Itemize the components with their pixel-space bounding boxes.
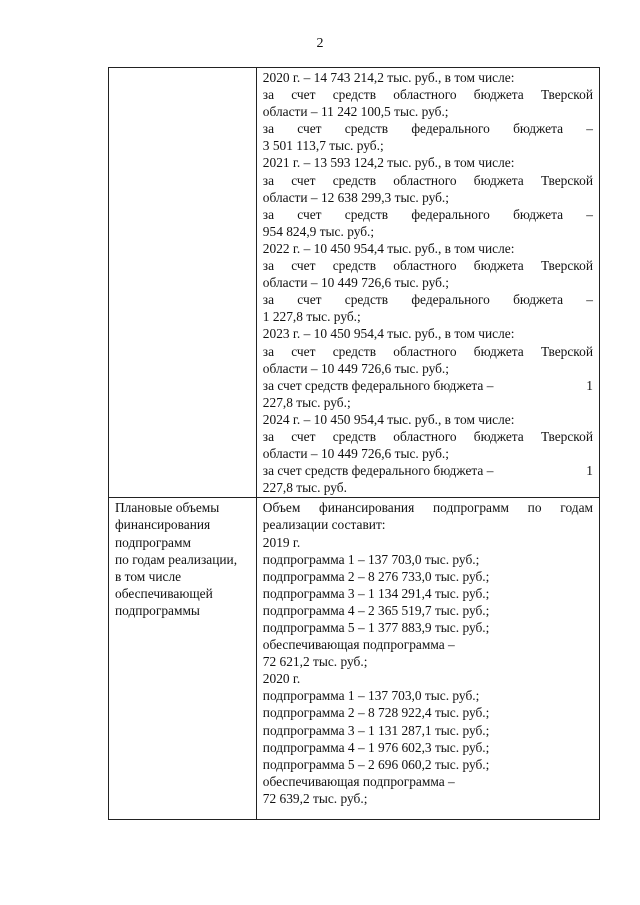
text-line: 2020 г. bbox=[262, 671, 301, 687]
label-line: Плановые объемы bbox=[115, 500, 220, 516]
text-line-right: 1 bbox=[586, 377, 593, 393]
text-line: за счет средств областного бюджета Тверской bbox=[262, 343, 593, 359]
text-line: подпрограмма 2 – 8 276 733,0 тыс. руб.; bbox=[262, 568, 490, 584]
text-line: 2019 г. bbox=[262, 534, 301, 550]
text-line-left: за счет средств федерального бюджета – bbox=[262, 377, 494, 393]
text-line: подпрограмма 5 – 2 696 060,2 тыс. руб.; bbox=[262, 756, 490, 772]
text-line: за счет средств областного бюджета Тверской bbox=[262, 258, 593, 274]
table-row bbox=[109, 68, 600, 498]
text-line: области – 10 449 726,6 тыс. руб.; bbox=[262, 360, 450, 376]
text-line: за счет средств областного бюджета Тверской bbox=[262, 87, 593, 103]
text-line: 2020 г. – 14 743 214,2 тыс. руб., в том числе: bbox=[262, 70, 515, 85]
text-line: 954 824,9 тыс. руб.; bbox=[262, 223, 375, 239]
text-line: 2022 г. – 10 450 954,4 тыс. руб., в том числе: bbox=[262, 240, 515, 256]
label-line: в том числе bbox=[115, 568, 182, 584]
text-line: подпрограмма 3 – 1 131 287,1 тыс. руб.; bbox=[262, 722, 490, 738]
text-line: области – 12 638 299,3 тыс. руб.; bbox=[262, 189, 450, 205]
label-line: подпрограммы bbox=[115, 602, 200, 618]
text-line bbox=[263, 377, 593, 394]
text-line bbox=[263, 462, 593, 479]
text-line: подпрограмма 3 – 1 134 291,4 тыс. руб.; bbox=[262, 585, 490, 601]
text-line-left: за счет средств федерального бюджета – bbox=[262, 463, 494, 479]
text-line: 1 227,8 тыс. руб.; bbox=[262, 309, 361, 325]
page-number: 2 bbox=[316, 36, 324, 51]
text-line-right: 1 bbox=[586, 463, 593, 479]
text-line: 2021 г. – 13 593 124,2 тыс. руб., в том числе: bbox=[262, 155, 515, 171]
label-line: подпрограмм bbox=[115, 534, 191, 550]
label-line: по годам реализации, bbox=[115, 551, 238, 567]
subprogram-funding-cell bbox=[256, 498, 599, 820]
text-line: 227,8 тыс. руб.; bbox=[262, 394, 351, 410]
text-line: области – 11 242 100,5 тыс. руб.; bbox=[262, 104, 449, 120]
text-line: за счет средств областного бюджета Тверской bbox=[262, 172, 593, 188]
text-line: подпрограмма 5 – 1 377 883,9 тыс. руб.; bbox=[262, 620, 490, 635]
text-line: 2023 г. – 10 450 954,4 тыс. руб., в том числе: bbox=[262, 326, 515, 342]
text-line: подпрограмма 2 – 8 728 922,4 тыс. руб.; bbox=[262, 705, 490, 721]
text-line: подпрограмма 1 – 137 703,0 тыс. руб.; bbox=[262, 551, 480, 567]
text-line: области – 10 449 726,6 тыс. руб.; bbox=[262, 446, 450, 462]
text-line: области – 10 449 726,6 тыс. руб.; bbox=[262, 275, 450, 291]
text-line: 72 639,2 тыс. руб.; bbox=[262, 790, 368, 806]
text-line: 3 501 113,7 тыс. руб.; bbox=[262, 138, 384, 154]
text-line: за счет средств федерального бюджета – bbox=[262, 206, 593, 222]
row-label-empty bbox=[109, 68, 257, 498]
text-line: 2024 г. – 10 450 954,4 тыс. руб., в том числе: bbox=[262, 411, 515, 427]
text-line: Объем финансирования подпрограмм по годам bbox=[262, 500, 593, 516]
text-line: за счет средств федерального бюджета – bbox=[262, 121, 593, 137]
text-line: обеспечивающая подпрограмма – bbox=[262, 637, 455, 653]
text-line: реализации составит: bbox=[262, 517, 386, 533]
table-row bbox=[109, 498, 600, 820]
text-line: обеспечивающая подпрограмма – bbox=[262, 773, 455, 789]
text-line: подпрограмма 4 – 2 365 519,7 тыс. руб.; bbox=[262, 602, 490, 618]
label-line: обеспечивающей bbox=[115, 585, 213, 601]
label-line: финансирования bbox=[115, 517, 211, 533]
text-line: 227,8 тыс. руб. bbox=[262, 480, 347, 496]
text-line: подпрограмма 4 – 1 976 602,3 тыс. руб.; bbox=[262, 739, 490, 755]
text-line: 72 621,2 тыс. руб.; bbox=[262, 654, 368, 670]
row-label-subprogram-funding bbox=[109, 498, 257, 820]
text-line: за счет средств областного бюджета Тверской bbox=[262, 428, 593, 444]
program-passport-table bbox=[108, 67, 600, 820]
text-line: за счет средств федерального бюджета – bbox=[262, 292, 593, 308]
text-line: подпрограмма 1 – 137 703,0 тыс. руб.; bbox=[262, 688, 480, 704]
funding-by-year-cell bbox=[256, 68, 599, 498]
